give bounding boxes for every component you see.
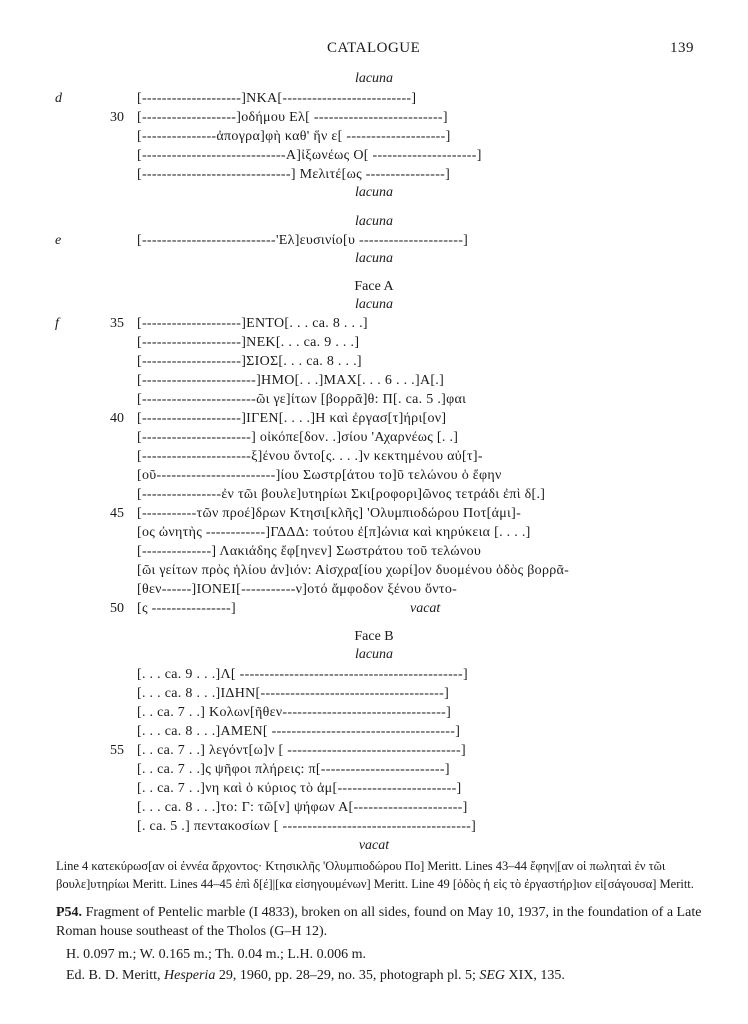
vacat-label: vacat (358, 838, 390, 853)
inscription-line: [ῶι γείτων πρὸς ἡλίου ἀν]ιόν: Αἰσχρα[ίου χωρί]ον δυομένου ὁδὸς βορρᾶ- (137, 563, 570, 578)
inscription-line: d [--------------------]NKA[--------------------------] (55, 91, 417, 106)
inscription-line: [ος ὠνητὴς ------------]ΓΔΔΔ: τούτου ἐ[π]ώνια καὶ κηρύκεια [. . . .] (137, 525, 531, 540)
fragment-letter: f (55, 316, 59, 331)
apparatus-criticus: Line 4 κατεκύρωσ[αν οἱ ἐννέα ἄρχοντος· Κτησικλῆς 'Ολυμπιοδώρου Πο] Meritt. Lines 43–44 ἔφην|[αν οἱ πωληταὶ ἐν τῶι βουλε]υτηρίωι Meritt. Lines 44–45 ἐπὶ δ[έ]|[κα εἰσηγουμένων] Meritt. Line 49 [ὁδὸς ἡ εἰς τὸ ἐργαστήρ]ιον εἰ[σάγουσα] Meritt. (56, 859, 694, 891)
lacuna-label: lacuna (354, 71, 394, 86)
measurements: H. 0.097 m.; W. 0.165 m.; Th. 0.04 m.; L.H. 0.006 m. (66, 947, 366, 962)
inscription-line: [----------------------ξ]ένου ὄντο[ς. . . .]ν κεκτημένου αὐ[τ]- (137, 449, 483, 464)
inscription-line: [. . . ca. 9 . . .]Λ[ ---------------------------------------------] (137, 667, 468, 682)
inscription-line: f 35 [--------------------]ENTO[. . . ca. 8 . . .] (55, 316, 368, 331)
inscription-line: e [---------------------------'Ελ]ευσινίο[υ ---------------------] (55, 233, 469, 248)
inscription-line: [-----------------------ῶι γε]ίτων [βορρᾶ]θ: Π[. ca. 5 .]φαι (137, 392, 467, 407)
inscription-line: 40 [--------------------]IΓEN[. . . .]H καὶ ἐργασ[τ]ήρι[ον] (110, 411, 447, 426)
vacat-label: vacat (410, 601, 441, 616)
inscription-line: [θεν------]IONEI[-----------ν]οτό ἄμφοδον ξένου ὄντο- (137, 582, 458, 597)
inscription-line: [. . . ca. 8 . . .]AMEN[ -------------------------------------] (137, 724, 461, 739)
inscription-line: [----------------------] οἰκόπε[δον. .]σίου 'Αχαρνέως [. .] (137, 430, 459, 445)
inscription-line: 55 [. . ca. 7 . .] λεγόντ[ω]ν [ -----------------------------------] (110, 743, 466, 758)
inscription-line: 30 [-------------------]οδήμου Ελ[ --------------------------] (110, 110, 448, 125)
inscription-line: 45 [-----------τῶν προέ]δρων Κτησι[κλῆς] 'Ολυμπιοδώρου Ποτ[άμι]- (110, 506, 522, 521)
face-b-title: Face B (354, 629, 394, 644)
inscription-line: [. . ca. 7 . .]ς ψῆφοι πλήρεις: π[-------------------------] (137, 762, 450, 777)
entry-description: Fragment of Pentelic marble (I 4833), broken on all sides, found on May 10, 1937, in the foundation of a Late Roman house southeast of the Tholos (G–H 12). (56, 905, 702, 939)
inscription-line: [--------------] Λακιάδης ἔφ[ηνεν] Σωστράτου τοῦ τελώνου (137, 544, 482, 559)
inscription-line: [. . ca. 7 . .]νη καὶ ὁ κύριος τὸ ἀμ[------------------------] (137, 781, 462, 796)
edition-citation: Ed. B. D. Meritt, Hesperia 29, 1960, pp. 28–29, no. 35, photograph pl. 5; SEG XIX, 135. (66, 968, 565, 983)
inscription-line: [------------------------------] Μελιτέ[ως ----------------] (137, 167, 451, 182)
inscription-line: [. . . ca. 8 . . .]IΔHN[-------------------------------------] (137, 686, 450, 701)
inscription-line: [. . . ca. 8 . . .]το: Γ: τῶ[ν] ψήφων Α[----------------------] (137, 800, 468, 815)
lacuna-label: lacuna (354, 647, 394, 662)
lacuna-label: lacuna (354, 251, 394, 266)
line-number: 30 (110, 110, 124, 125)
lacuna-label: lacuna (354, 185, 394, 200)
lacuna-label: lacuna (354, 214, 394, 229)
page-number: 139 (670, 40, 694, 56)
inscription-line: [-----------------------]HMO[. . .]MAX[. . . 6 . . .]A[.] (137, 373, 445, 388)
inscription-line: [-----------------------------A]ἰξωνέως Ο[ ---------------------] (137, 148, 482, 163)
inscription-line: [--------------------]ΣΙΟΣ[. . . ca. 8 . . .] (137, 354, 362, 369)
face-a-title: Face A (354, 279, 394, 294)
inscription-line: [οῦ------------------------]ίου Σωστρ[άτου το]ῦ τελώνου ὁ ἔφην (137, 468, 502, 483)
entry-id: P54. (56, 905, 83, 920)
fragment-letter: d (55, 91, 62, 106)
inscription-line: [. ca. 5 .] πεντακοσίων [ --------------------------------------] (137, 819, 477, 834)
inscription-line: [. . ca. 7 . .] Κολων[ῆθεν---------------------------------] (137, 705, 452, 720)
running-header-title: CATALOGUE (327, 40, 421, 56)
inscription-line: 50 [ς ----------------] vacat (110, 601, 441, 616)
inscription-line: [---------------ἀπογρα]φὴ καθ' ἥν ε[ --------------------] (137, 129, 451, 144)
inscription-line: [----------------ἐν τῶι βουλε]υτηρίωι Σκι[ροφορι]ῶνος τετράδι ἐπὶ δ[.] (137, 487, 546, 502)
catalogue-entry (56, 903, 706, 941)
inscription-line: [--------------------]NEK[. . . ca. 9 . . .] (137, 335, 360, 350)
lacuna-label: lacuna (354, 297, 394, 312)
fragment-letter: e (55, 233, 62, 248)
